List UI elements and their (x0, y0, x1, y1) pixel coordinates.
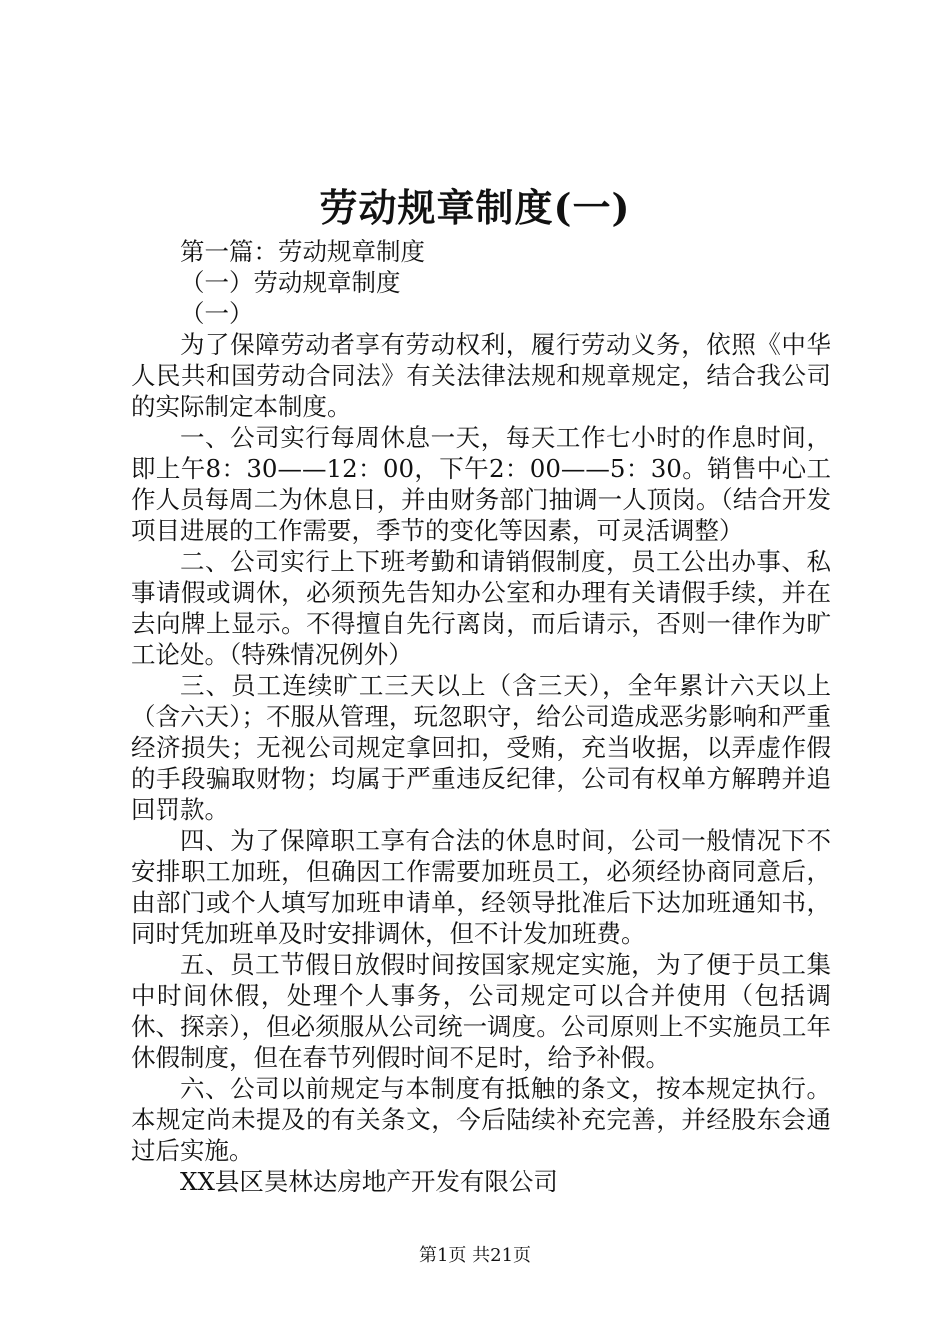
chapter-heading: 第一篇：劳动规章制度 (180, 237, 425, 266)
subsection-heading: （一） (180, 299, 254, 328)
paragraph-rule-1: 一、公司实行每周休息一天，每天工作七小时的作息时间，即上午8：30——12：00，下午2：00——5：30。销售中心工作人员每周二为休息日，并由财务部门抽调一人顶岗。（结合开发项目进展的工作需要，季节的变化等因素，可灵活调整） (131, 423, 831, 545)
paragraph-intro: 为了保障劳动者享有劳动权利，履行劳动义务，依照《中华人民共和国劳动合同法》有关法律法规和规章规定，结合我公司的实际制定本制度。 (131, 330, 831, 421)
section-heading: （一）劳动规章制度 (180, 268, 401, 297)
paragraph-rule-2: 二、公司实行上下班考勤和请销假制度，员工公出办事、私事请假或调休，必须预先告知办公室和办理有关请假手续，并在去向牌上显示。不得擅自先行离岗，而后请示，否则一律作为旷工论处。（特殊情况例外） (131, 547, 831, 669)
document-body (131, 236, 831, 1197)
page-number: 第1页 共21页 (418, 1245, 532, 1266)
paragraph-rule-6: 六、公司以前规定与本制度有抵触的条文，按本规定执行。本规定尚未提及的有关条文，今后陆续补充完善，并经股东会通过后实施。 (131, 1074, 831, 1165)
paragraph-rule-3: 三、员工连续旷工三天以上（含三天），全年累计六天以上（含六天）；不服从管理，玩忽职守，给公司造成恶劣影响和严重经济损失；无视公司规定拿回扣，受贿，充当收据，以弄虚作假的手段骗取财物；均属于严重违反纪律，公司有权单方解聘并追回罚款。 (131, 671, 831, 824)
document-title: 劳动规章制度(一) (319, 185, 631, 230)
paragraph-rule-4: 四、为了保障职工享有合法的休息时间，公司一般情况下不安排职工加班，但确因工作需要加班员工，必须经协商同意后，由部门或个人填写加班申请单，经领导批准后下达加班通知书，同时凭加班单及时安排调休，但不计发加班费。 (131, 826, 831, 948)
company-signature: XX县区昊林达房地产开发有限公司 (180, 1167, 558, 1196)
paragraph-rule-5: 五、员工节假日放假时间按国家规定实施，为了便于员工集中时间休假，处理个人事务，公司规定可以合并使用（包括调休、探亲），但必须服从公司统一调度。公司原则上不实施员工年休假制度，但在春节列假时间不足时，给予补假。 (131, 950, 831, 1072)
